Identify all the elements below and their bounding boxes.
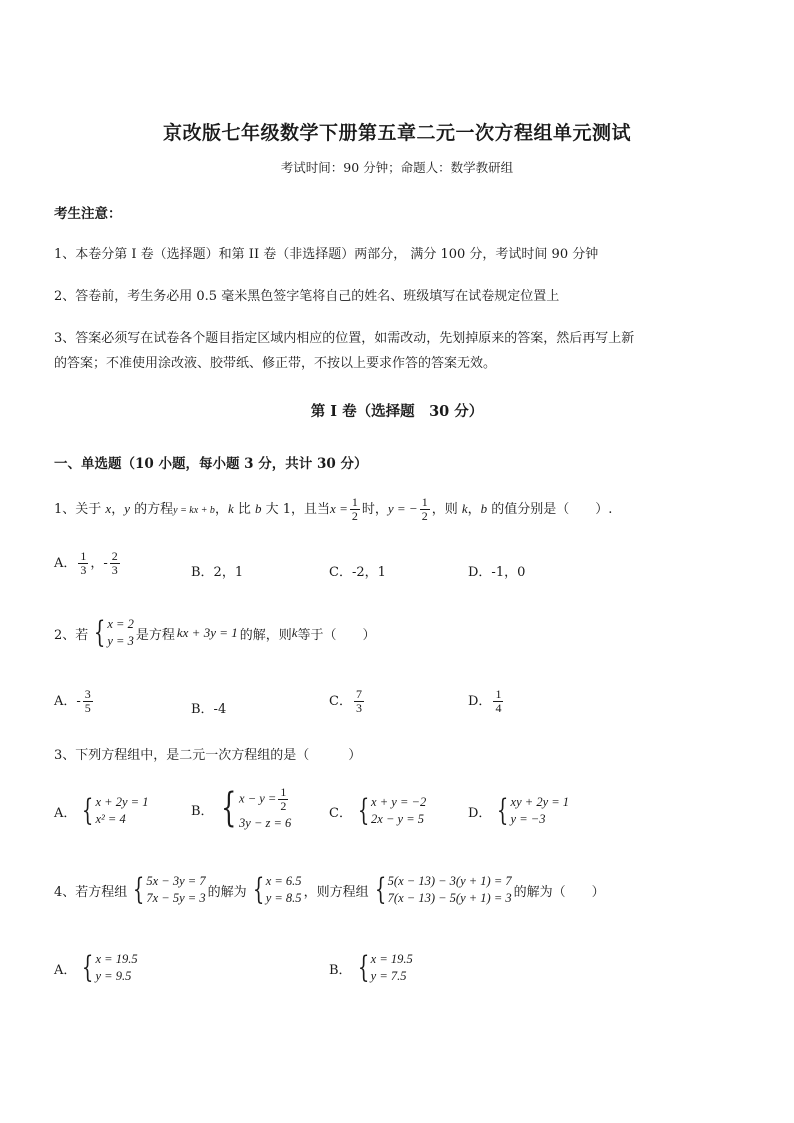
brace-glyph: { bbox=[133, 872, 145, 907]
denominator: 3 bbox=[355, 701, 362, 715]
text: ，则 bbox=[431, 502, 462, 517]
brace-glyph: { bbox=[374, 872, 386, 907]
denominator: 2 bbox=[351, 509, 358, 523]
variable: y bbox=[124, 501, 130, 516]
equation-system bbox=[493, 794, 569, 828]
brace-glyph: { bbox=[94, 615, 106, 650]
text: 时， bbox=[361, 502, 388, 517]
denominator: 2 bbox=[421, 509, 428, 523]
numerator: 2 bbox=[111, 549, 118, 563]
section-title: 第 I 卷（选择题 30 分） bbox=[310, 403, 484, 420]
option-c[interactable]: C．-2，1 bbox=[329, 565, 386, 580]
denominator: 4 bbox=[495, 701, 502, 715]
text: 等于（ ） bbox=[297, 627, 376, 643]
option-b[interactable]: B．2，1 bbox=[191, 565, 244, 580]
text: 比 bbox=[233, 502, 255, 517]
denominator: 2 bbox=[280, 799, 287, 813]
equation-system bbox=[78, 951, 137, 985]
option-c[interactable] bbox=[329, 688, 366, 715]
equation-system bbox=[371, 873, 512, 907]
numerator: 3 bbox=[84, 687, 91, 701]
denominator: 5 bbox=[84, 701, 91, 715]
fraction bbox=[83, 688, 93, 715]
system-row: 7(x − 13) − 5(y + 1) = 3 bbox=[387, 891, 512, 905]
numerator: 1 bbox=[421, 495, 428, 509]
option-d[interactable] bbox=[468, 688, 505, 715]
brace-glyph: { bbox=[252, 872, 264, 907]
option-label: C． bbox=[329, 805, 352, 821]
text: ，- bbox=[90, 556, 108, 571]
equation-system bbox=[78, 794, 148, 828]
option-label: A． bbox=[54, 556, 77, 571]
system-row: x = 2 bbox=[107, 617, 134, 631]
system-row: x = 19.5 bbox=[370, 952, 413, 966]
option-d[interactable] bbox=[468, 794, 571, 828]
exam-info: 考试时间：90 分钟；命题人：数学教研组 bbox=[280, 160, 514, 175]
text: 1、关于 bbox=[54, 502, 106, 517]
system-row: 5(x − 13) − 3(y + 1) = 7 bbox=[387, 874, 512, 888]
system-row: y = −3 bbox=[510, 812, 546, 826]
question-1-stem bbox=[54, 496, 612, 523]
variable: k bbox=[461, 501, 468, 516]
text: ， bbox=[467, 502, 481, 517]
text: ，则方程组 bbox=[303, 884, 369, 900]
equation-part: x − y = bbox=[239, 791, 277, 806]
fraction bbox=[278, 786, 288, 813]
condition: x = bbox=[330, 501, 348, 516]
option-label: C． bbox=[329, 694, 352, 709]
system-row: y = 7.5 bbox=[370, 969, 407, 983]
text: ， bbox=[111, 502, 125, 517]
fraction bbox=[354, 688, 364, 715]
notice-heading: 考生注意： bbox=[54, 206, 122, 222]
denominator: 3 bbox=[111, 563, 118, 577]
option-a[interactable] bbox=[54, 794, 150, 828]
option-label: B． bbox=[191, 804, 214, 819]
equation-system bbox=[129, 873, 205, 907]
brace-glyph: { bbox=[220, 785, 236, 831]
numerator: 1 bbox=[495, 687, 502, 701]
system-row: 5x − 3y = 7 bbox=[146, 874, 206, 888]
denominator: 3 bbox=[80, 563, 87, 577]
option-b[interactable] bbox=[329, 951, 415, 985]
numerator: 1 bbox=[280, 785, 287, 799]
option-b[interactable]: B．-4 bbox=[191, 702, 227, 717]
notice-item: 3、答案必须写在试卷各个题目指定区域内相应的位置，如需改动，先划掉原来的答案，然后再写上新 bbox=[54, 331, 635, 346]
variable: k bbox=[227, 501, 234, 516]
system-row: y = 3 bbox=[107, 634, 134, 648]
equation: kx + 3y = 1 bbox=[176, 625, 238, 640]
fraction bbox=[110, 550, 120, 577]
system-row bbox=[239, 786, 291, 813]
system-row: x + 2y = 1 bbox=[95, 795, 149, 809]
text: 的解为 bbox=[207, 884, 247, 900]
equation: y = kx + b bbox=[173, 505, 215, 516]
text: 大 1，且当 bbox=[261, 502, 331, 517]
numerator: 7 bbox=[355, 687, 362, 701]
system-row: x = 6.5 bbox=[265, 874, 302, 888]
condition: y = − bbox=[387, 501, 418, 516]
notice-item: 2、答卷前，考生务必用 0.5 毫米黑色签字笔将自己的姓名、班级填写在试卷规定位置上 bbox=[54, 289, 560, 304]
text: ， bbox=[214, 502, 228, 517]
option-label: D． bbox=[468, 694, 492, 709]
equation-system bbox=[249, 873, 302, 907]
question-2-stem bbox=[54, 616, 376, 650]
notice-item-continued: 的答案；不准使用涂改液、胶带纸、修正带，不按以上要求作答的答案无效。 bbox=[54, 356, 497, 371]
option-a[interactable] bbox=[54, 951, 140, 985]
question-4-stem bbox=[54, 873, 605, 907]
option-d[interactable]: D．-1，0 bbox=[468, 565, 526, 580]
equation-system bbox=[216, 786, 292, 833]
page-title: 京改版七年级数学下册第五章二元一次方程组单元测试 bbox=[162, 122, 631, 144]
option-label: A．- bbox=[54, 694, 81, 709]
text: 的解，则 bbox=[239, 627, 292, 643]
equation-system bbox=[354, 794, 426, 828]
system-row: 2x − y = 5 bbox=[371, 812, 425, 826]
variable: x bbox=[105, 501, 112, 516]
option-b[interactable] bbox=[191, 786, 293, 833]
option-label: A． bbox=[54, 805, 77, 821]
fraction bbox=[78, 550, 88, 577]
question-3-stem: 3、下列方程组中，是二元一次方程组的是（ ） bbox=[54, 748, 362, 763]
system-row: x = 19.5 bbox=[95, 952, 138, 966]
brace-glyph: { bbox=[82, 793, 94, 828]
text: 的值分别是（ ）. bbox=[487, 502, 613, 517]
variable: b bbox=[255, 501, 262, 516]
numerator: 1 bbox=[351, 495, 358, 509]
equation-system bbox=[90, 616, 134, 650]
brace-glyph: { bbox=[357, 950, 369, 985]
text: 2、若 bbox=[54, 627, 89, 643]
option-label: B． bbox=[329, 962, 352, 978]
brace-glyph: { bbox=[497, 793, 509, 828]
variable: b bbox=[480, 501, 488, 516]
system-row: x + y = −2 bbox=[371, 795, 427, 809]
fraction bbox=[493, 688, 503, 715]
option-label: D． bbox=[468, 805, 492, 821]
fraction bbox=[350, 496, 360, 523]
system-row: xy + 2y = 1 bbox=[510, 795, 570, 809]
question-group-heading: 一、单选题（10 小题，每小题 3 分，共计 30 分） bbox=[54, 456, 368, 472]
notice-item: 1、本卷分第 I 卷（选择题）和第 II 卷（非选择题）两部分， 满分 100 分，考试时间 90 分钟 bbox=[54, 247, 599, 262]
system-row: 3y − z = 6 bbox=[239, 816, 292, 830]
system-row: y = 9.5 bbox=[95, 969, 132, 983]
option-label: A． bbox=[54, 962, 77, 978]
system-row: y = 8.5 bbox=[265, 891, 302, 905]
brace-glyph: { bbox=[357, 793, 370, 828]
system-row: 7x − 5y = 3 bbox=[146, 891, 206, 905]
variable: k bbox=[291, 625, 298, 640]
option-a[interactable] bbox=[54, 688, 95, 715]
option-a[interactable] bbox=[54, 550, 122, 577]
fraction bbox=[420, 496, 430, 523]
text: 是方程 bbox=[135, 627, 175, 643]
numerator: 1 bbox=[80, 549, 87, 563]
system-row: x² = 4 bbox=[95, 812, 126, 826]
text: 4、若方程组 bbox=[54, 884, 128, 900]
option-c[interactable] bbox=[329, 794, 428, 828]
equation-system bbox=[354, 951, 413, 985]
text: 的解为（ ） bbox=[513, 884, 605, 900]
text: 的方程 bbox=[129, 502, 174, 517]
brace-glyph: { bbox=[82, 950, 94, 985]
